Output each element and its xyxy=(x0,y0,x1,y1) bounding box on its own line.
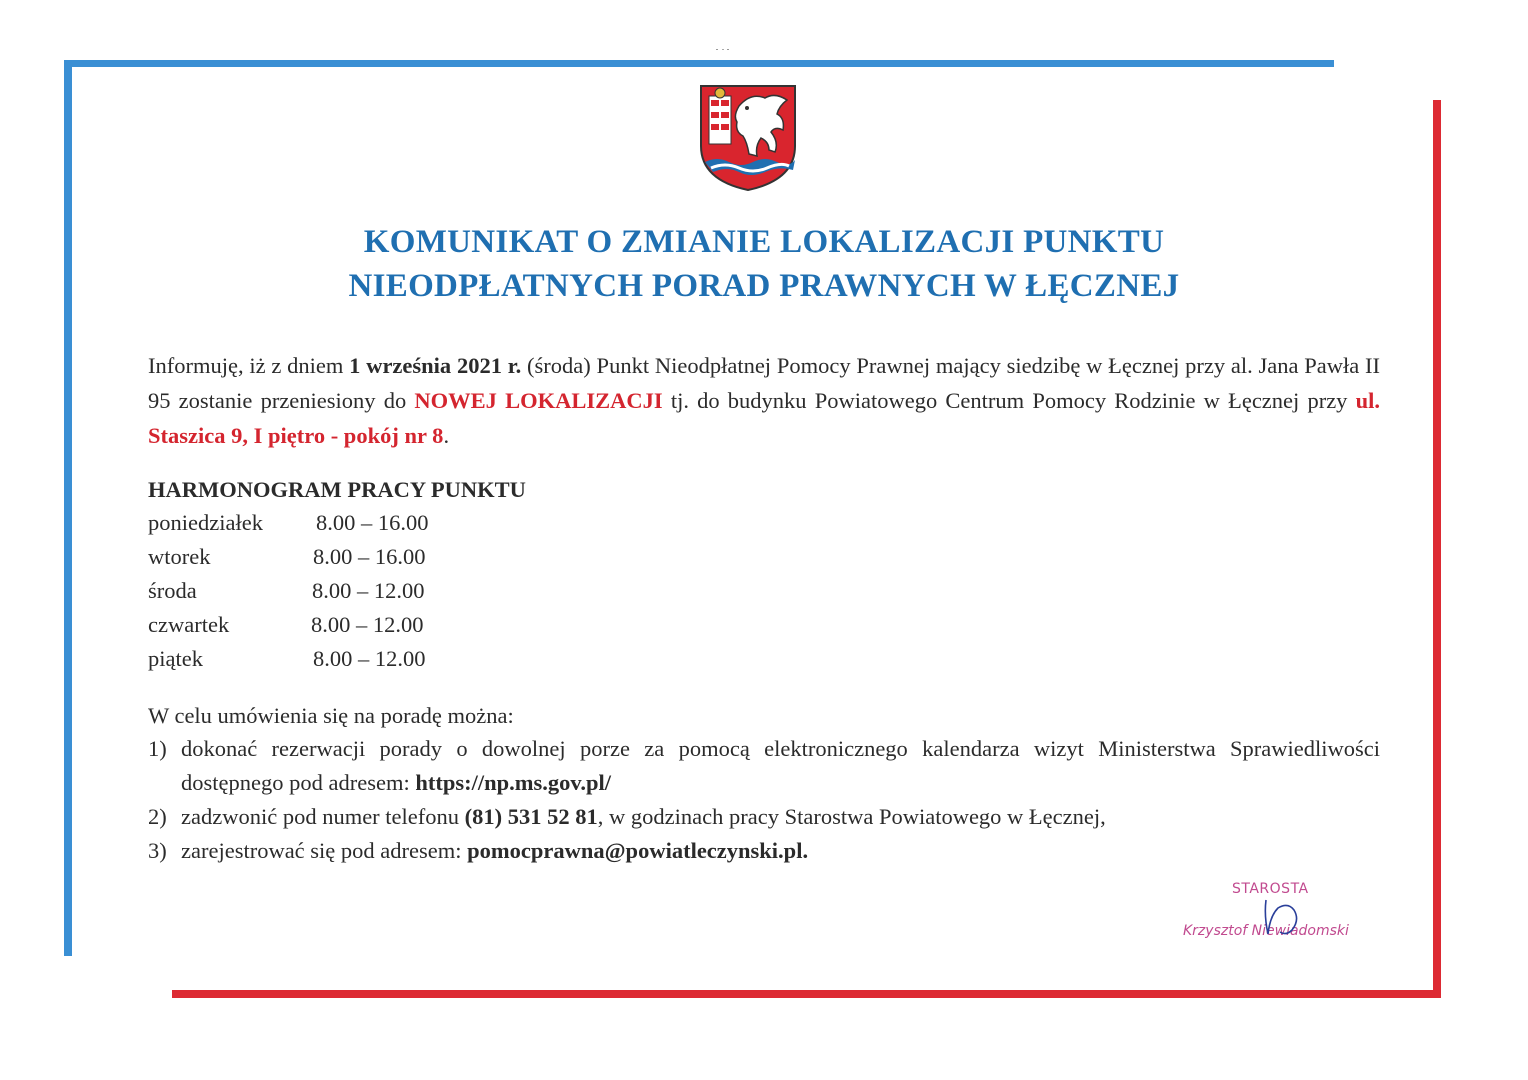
schedule-hours: 8.00 – 12.00 xyxy=(312,578,425,603)
frame-blue-left xyxy=(64,60,72,956)
schedule-row xyxy=(148,574,429,608)
list-text xyxy=(181,834,1380,868)
schedule-row xyxy=(148,506,429,540)
schedule-hours: 8.00 – 16.00 xyxy=(313,544,426,569)
intro-date: 1 września 2021 r. xyxy=(349,353,522,378)
list-text-part: zarejestrować się pod adresem: xyxy=(181,838,468,863)
schedule-hours: 8.00 – 12.00 xyxy=(313,646,426,671)
frame-red-bottom xyxy=(172,990,1441,998)
schedule-day: wtorek xyxy=(148,544,211,569)
booking-list xyxy=(148,732,1380,868)
email-link[interactable]: pomocprawna@powiatleczynski.pl. xyxy=(467,838,809,863)
schedule-row xyxy=(148,540,429,574)
schedule-row xyxy=(148,608,429,642)
list-item xyxy=(148,834,1380,868)
booking-intro: W celu umówienia się na poradę można: xyxy=(148,703,514,728)
list-number: 3) xyxy=(148,838,167,863)
list-item xyxy=(148,732,1380,800)
frame-blue-top xyxy=(64,60,1334,67)
list-number: 2) xyxy=(148,804,167,829)
intro-text-3: tj. do budynku Powiatowego Centrum Pomocy Rodzinie w Łęcznej przy xyxy=(662,388,1356,413)
title-line-1: KOMUNIKAT O ZMIANIE LOKALIZACJI PUNKTU xyxy=(363,224,1165,260)
list-number: 1) xyxy=(148,736,167,761)
schedule-day: piątek xyxy=(148,646,203,671)
list-text-part: dokonać rezerwacji porady o dowolnej porze za pomocą elektronicznego kalendarza wizyt Ministerstwa Sprawiedliwości dostępnego pod adresem: xyxy=(181,736,1380,795)
intro-text-4: . xyxy=(443,423,450,448)
document-title xyxy=(200,220,1328,308)
schedule-day: poniedziałek xyxy=(148,510,263,535)
scan-speck xyxy=(716,48,730,51)
schedule-hours: 8.00 – 12.00 xyxy=(311,612,424,637)
intro-new-location: NOWEJ LOKALIZACJI xyxy=(414,388,663,413)
schedule-day: środa xyxy=(148,578,197,603)
list-text xyxy=(181,732,1380,800)
booking-url-link[interactable]: https://np.ms.gov.pl/ xyxy=(415,770,612,795)
intro-address: ul. Staszica 9, I piętro - pokój nr 8 xyxy=(148,388,1381,448)
schedule-hours: 8.00 – 16.00 xyxy=(316,510,429,535)
list-text xyxy=(181,800,1380,834)
schedule-row xyxy=(148,642,429,676)
stamp-title: STAROSTA xyxy=(1232,881,1309,897)
schedule-title: HARMONOGRAM PRACY PUNKTU xyxy=(148,477,526,502)
stamp-name: Krzysztof Niewiadomski xyxy=(1183,923,1349,939)
list-item xyxy=(148,800,1380,834)
title-line-2: NIEODPŁATNYCH PORAD PRAWNYCH W ŁĘCZNEJ xyxy=(348,268,1180,304)
coat-of-arms-icon xyxy=(699,84,797,192)
phone-number[interactable]: (81) 531 52 81 xyxy=(464,804,598,829)
intro-paragraph xyxy=(148,348,1380,453)
intro-text-1: Informuję, iż z dniem xyxy=(148,353,350,378)
frame-red-right xyxy=(1433,100,1441,998)
schedule-day: czwartek xyxy=(148,612,230,637)
schedule-table xyxy=(148,506,429,676)
intro-text-2: (środa) Punkt Nieodpłatnej Pomocy Prawnej mający siedzibę w Łęcznej przy al. Jana Pawła II 95 zostanie przeniesiony do xyxy=(148,353,1380,413)
list-text-part: zadzwonić pod numer telefonu xyxy=(181,804,465,829)
list-text-part: , w godzinach pracy Starostwa Powiatowego w Łęcznej, xyxy=(597,804,1106,829)
handwritten-signature-icon xyxy=(1258,896,1308,938)
